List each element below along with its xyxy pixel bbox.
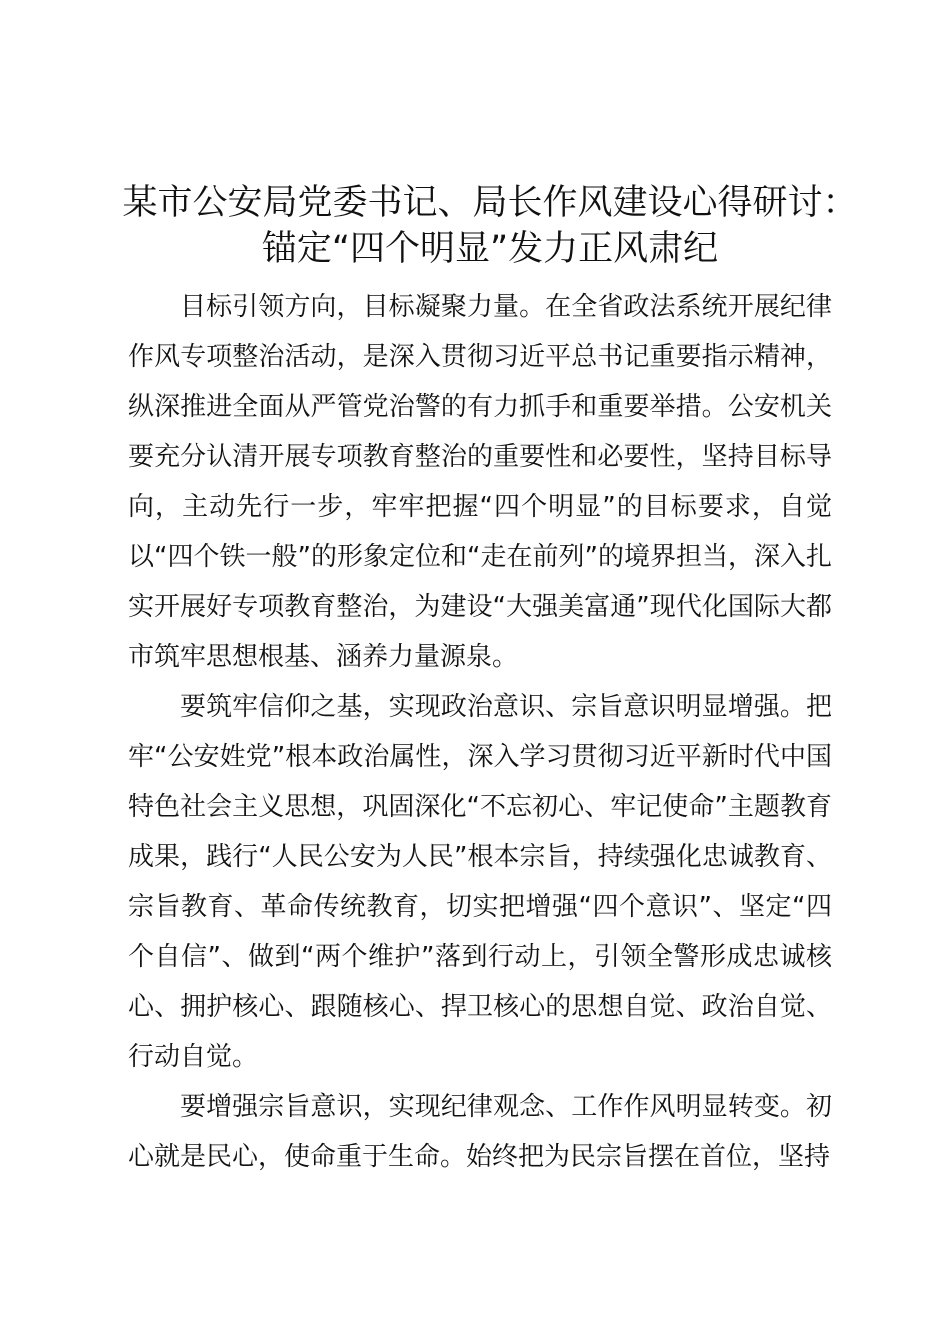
paragraph-2: 要筑牢信仰之基，实现政治意识、宗旨意识明显增强。把牢“公安姓党”根本政治属性，深入学习贯彻习近平新时代中国特色社会主义思想，巩固深化“不忘初心、牢记使命”主题教育成果，践行“人民公安为人民”根本宗旨，持续强化忠诚教育、宗旨教育、革命传统教育，切实把增强“四个意识”、坚定“四个自信”、做到“两个维护”落到行动上，引领全警形成忠诚核心、拥护核心、跟随核心、捍卫核心的思想自觉、政治自觉、行动自觉。 — [128, 692, 832, 1072]
paragraph-3: 要增强宗旨意识，实现纪律观念、工作作风明显转变。初心就是民心，使命重于生命。始终把为民宗旨摆在首位，坚持 — [128, 1092, 832, 1172]
title-line-2: 锚定“四个明显”发力正风肃纪 — [261, 229, 719, 269]
document-body — [128, 282, 832, 1182]
title-line-1: 某市公安局党委书记、局长作风建设心得研讨： — [122, 183, 858, 223]
document-title — [100, 180, 880, 272]
paragraph-1: 目标引领方向，目标凝聚力量。在全省政法系统开展纪律作风专项整治活动，是深入贯彻习近平总书记重要指示精神，纵深推进全面从严管党治警的有力抓手和重要举措。公安机关要充分认清开展专项教育整治的重要性和必要性，坚持目标导向，主动先行一步，牢牢把握“四个明显”的目标要求，自觉以“四个铁一般”的形象定位和“走在前列”的境界担当，深入扎实开展好专项教育整治，为建设“大强美富通”现代化国际大都市筑牢思想根基、涵养力量源泉。 — [128, 292, 832, 672]
